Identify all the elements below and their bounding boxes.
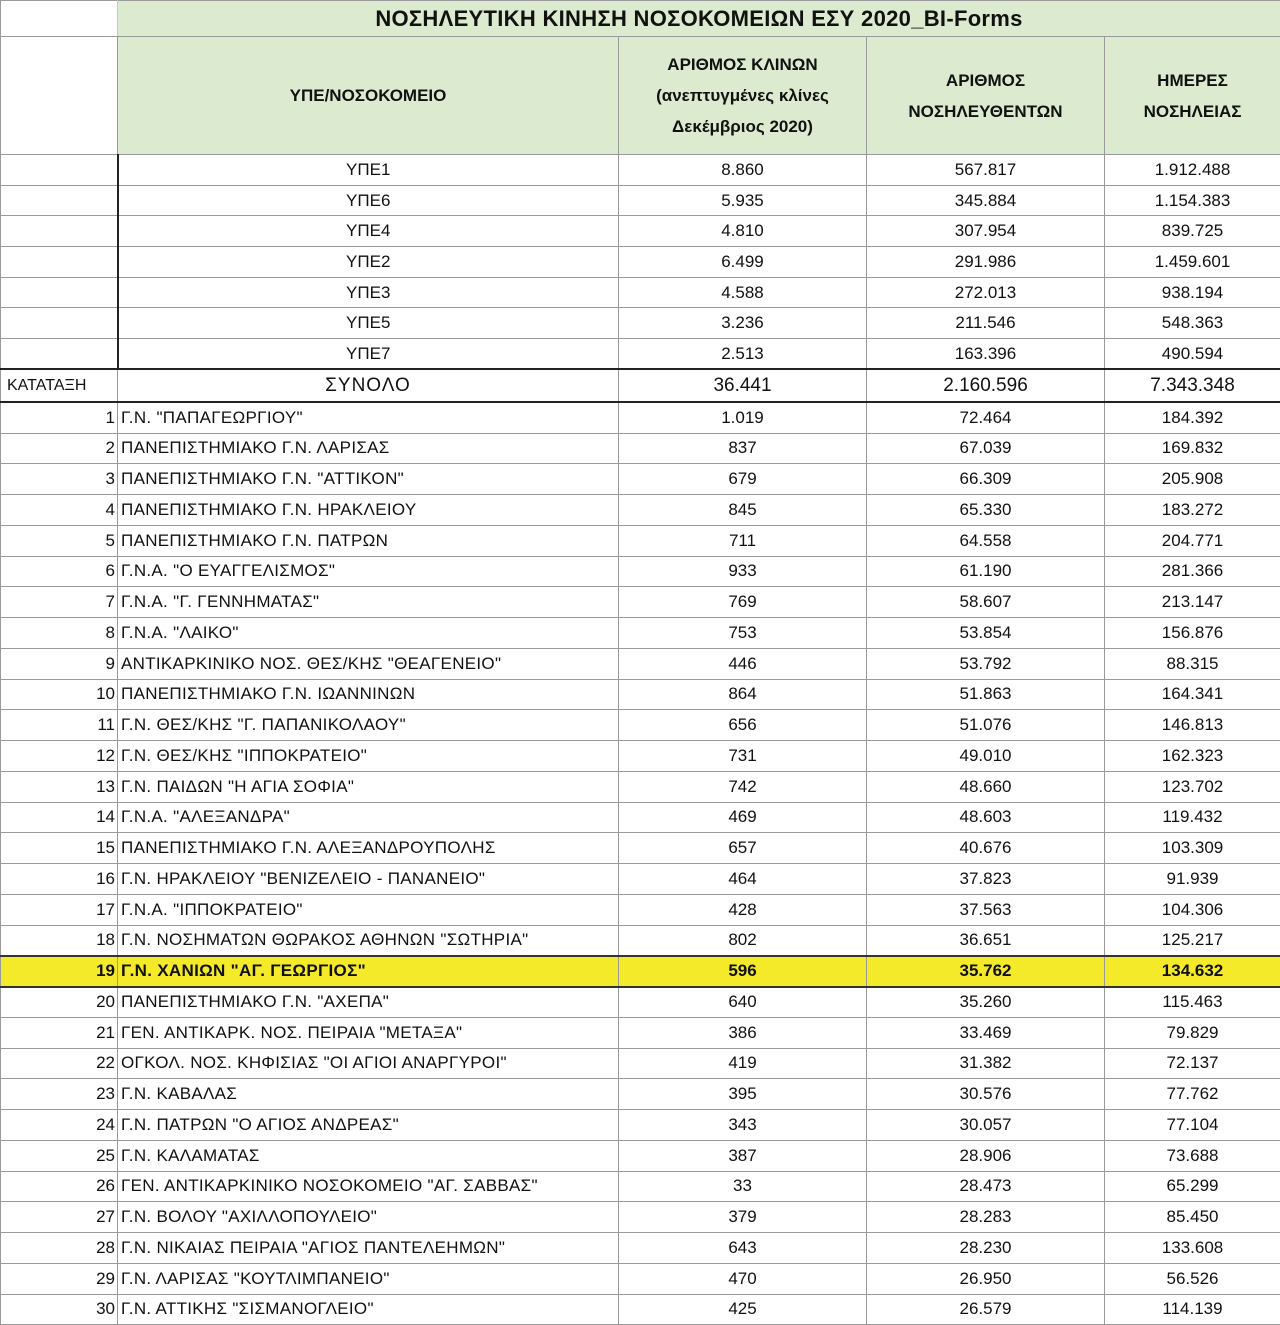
beds-cell: 753 bbox=[619, 618, 867, 649]
header-beds bbox=[619, 37, 867, 155]
rank-header-cell: ΚΑΤΑΤΑΞΗ bbox=[1, 369, 118, 402]
beds-cell: 446 bbox=[619, 648, 867, 679]
rank-cell: 14 bbox=[1, 802, 118, 833]
table-row bbox=[1, 618, 1280, 649]
rank-cell: 22 bbox=[1, 1048, 118, 1079]
rank-cell: 7 bbox=[1, 587, 118, 618]
beds-cell: 656 bbox=[619, 710, 867, 741]
beds-cell: 6.499 bbox=[619, 247, 867, 278]
rank-cell: 16 bbox=[1, 864, 118, 895]
hospital-name-cell: Γ.Ν. ΘΕΣ/ΚΗΣ "Γ. ΠΑΠΑΝΙΚΟΛΑΟΥ" bbox=[118, 710, 619, 741]
beds-cell: 596 bbox=[619, 956, 867, 987]
rank-cell: 17 bbox=[1, 894, 118, 925]
days-cell: 839.725 bbox=[1105, 216, 1280, 247]
ype-name-cell: ΥΠΕ2 bbox=[118, 247, 619, 278]
table-row bbox=[1, 833, 1280, 864]
header-patients bbox=[867, 37, 1105, 155]
header-patients-line1: ΑΡΙΘΜΟΣ bbox=[946, 71, 1025, 90]
table-row bbox=[1, 464, 1280, 495]
hospital-name-cell: ΠΑΝΕΠΙΣΤΗΜΙΑΚΟ Γ.Ν. ΛΑΡΙΣΑΣ bbox=[118, 433, 619, 464]
rank-cell: 8 bbox=[1, 618, 118, 649]
patients-cell: 36.651 bbox=[867, 925, 1105, 956]
days-cell: 133.608 bbox=[1105, 1233, 1280, 1264]
rank-cell: 9 bbox=[1, 648, 118, 679]
beds-cell: 33 bbox=[619, 1171, 867, 1202]
hospital-name-cell: ΓΕΝ. ΑΝΤΙΚΑΡΚ. ΝΟΣ. ΠΕΙΡΑΙΑ "ΜΕΤΑΞΑ" bbox=[118, 1017, 619, 1048]
table-row bbox=[1, 864, 1280, 895]
days-cell: 85.450 bbox=[1105, 1202, 1280, 1233]
empty-cell bbox=[1, 37, 118, 155]
table-row bbox=[1, 987, 1280, 1018]
days-cell: 104.306 bbox=[1105, 894, 1280, 925]
beds-cell: 657 bbox=[619, 833, 867, 864]
patients-cell: 65.330 bbox=[867, 495, 1105, 526]
patients-cell: 58.607 bbox=[867, 587, 1105, 618]
empty-cell bbox=[1, 216, 118, 247]
table-row bbox=[1, 1140, 1280, 1171]
rank-cell: 3 bbox=[1, 464, 118, 495]
patients-cell: 567.817 bbox=[867, 155, 1105, 186]
beds-cell: 1.019 bbox=[619, 402, 867, 433]
beds-cell: 395 bbox=[619, 1079, 867, 1110]
hospital-name-cell: Γ.Ν. ΧΑΝΙΩΝ "ΑΓ. ΓΕΩΡΓΙΟΣ" bbox=[118, 956, 619, 987]
days-cell: 1.154.383 bbox=[1105, 185, 1280, 216]
beds-cell: 769 bbox=[619, 587, 867, 618]
table-row bbox=[1, 1048, 1280, 1079]
total-label-cell: ΣΥΝΟΛΟ bbox=[118, 369, 619, 402]
patients-cell: 30.057 bbox=[867, 1110, 1105, 1141]
rank-cell: 24 bbox=[1, 1110, 118, 1141]
beds-cell: 731 bbox=[619, 741, 867, 772]
header-days-line1: ΗΜΕΡΕΣ bbox=[1157, 71, 1228, 90]
rank-cell: 23 bbox=[1, 1079, 118, 1110]
patients-cell: 291.986 bbox=[867, 247, 1105, 278]
header-days-line2: ΝΟΣΗΛΕΙΑΣ bbox=[1144, 102, 1242, 121]
ype-row bbox=[1, 308, 1280, 339]
empty-cell bbox=[1, 308, 118, 339]
days-cell: 119.432 bbox=[1105, 802, 1280, 833]
patients-cell: 35.260 bbox=[867, 987, 1105, 1018]
beds-cell: 425 bbox=[619, 1294, 867, 1325]
table-row bbox=[1, 894, 1280, 925]
ype-name-cell: ΥΠΕ7 bbox=[118, 339, 619, 370]
rank-cell: 12 bbox=[1, 741, 118, 772]
beds-cell: 419 bbox=[619, 1048, 867, 1079]
hospital-name-cell: ΠΑΝΕΠΙΣΤΗΜΙΑΚΟ Γ.Ν. ΙΩΑΝΝΙΝΩΝ bbox=[118, 679, 619, 710]
days-cell: 204.771 bbox=[1105, 525, 1280, 556]
table-row bbox=[1, 1017, 1280, 1048]
hospital-name-cell: Γ.Ν.Α. "ΛΑΙΚΟ" bbox=[118, 618, 619, 649]
days-cell: 114.139 bbox=[1105, 1294, 1280, 1325]
days-cell: 134.632 bbox=[1105, 956, 1280, 987]
hospital-name-cell: ΠΑΝΕΠΙΣΤΗΜΙΑΚΟ Γ.Ν. ΑΛΕΞΑΝΔΡΟΥΠΟΛΗΣ bbox=[118, 833, 619, 864]
beds-cell: 470 bbox=[619, 1263, 867, 1294]
patients-cell: 28.906 bbox=[867, 1140, 1105, 1171]
header-name bbox=[118, 37, 619, 155]
beds-cell: 387 bbox=[619, 1140, 867, 1171]
ype-row bbox=[1, 247, 1280, 278]
patients-cell: 67.039 bbox=[867, 433, 1105, 464]
title-row bbox=[1, 1, 1280, 37]
patients-cell: 53.854 bbox=[867, 618, 1105, 649]
patients-cell: 48.660 bbox=[867, 771, 1105, 802]
rank-cell: 30 bbox=[1, 1294, 118, 1325]
patients-cell: 72.464 bbox=[867, 402, 1105, 433]
days-cell: 115.463 bbox=[1105, 987, 1280, 1018]
hospital-name-cell: Γ.Ν. ΚΑΛΑΜΑΤΑΣ bbox=[118, 1140, 619, 1171]
patients-cell: 26.579 bbox=[867, 1294, 1105, 1325]
patients-cell: 64.558 bbox=[867, 525, 1105, 556]
days-cell: 169.832 bbox=[1105, 433, 1280, 464]
patients-cell: 28.283 bbox=[867, 1202, 1105, 1233]
table-row bbox=[1, 587, 1280, 618]
hospital-name-cell: Γ.Ν. ΒΟΛΟΥ "ΑΧΙΛΛΟΠΟΥΛΕΙΟ" bbox=[118, 1202, 619, 1233]
ype-name-cell: ΥΠΕ5 bbox=[118, 308, 619, 339]
patients-cell: 33.469 bbox=[867, 1017, 1105, 1048]
total-days-cell: 7.343.348 bbox=[1105, 369, 1280, 402]
table-row bbox=[1, 741, 1280, 772]
beds-cell: 640 bbox=[619, 987, 867, 1018]
days-cell: 79.829 bbox=[1105, 1017, 1280, 1048]
days-cell: 183.272 bbox=[1105, 495, 1280, 526]
hospital-name-cell: ΠΑΝΕΠΙΣΤΗΜΙΑΚΟ Γ.Ν. "ΑΤΤΙΚΟΝ" bbox=[118, 464, 619, 495]
rank-cell: 26 bbox=[1, 1171, 118, 1202]
hospital-name-cell: Γ.Ν.Α. "Ο ΕΥΑΓΓΕΛΙΣΜΟΣ" bbox=[118, 556, 619, 587]
rank-cell: 18 bbox=[1, 925, 118, 956]
hospital-name-cell: Γ.Ν.Α. "ΙΠΠΟΚΡΑΤΕΙΟ" bbox=[118, 894, 619, 925]
beds-cell: 343 bbox=[619, 1110, 867, 1141]
beds-cell: 679 bbox=[619, 464, 867, 495]
patients-cell: 307.954 bbox=[867, 216, 1105, 247]
patients-cell: 51.863 bbox=[867, 679, 1105, 710]
rank-cell: 29 bbox=[1, 1263, 118, 1294]
patients-cell: 49.010 bbox=[867, 741, 1105, 772]
patients-cell: 40.676 bbox=[867, 833, 1105, 864]
rank-cell: 28 bbox=[1, 1233, 118, 1264]
empty-cell bbox=[1, 1, 118, 37]
beds-cell: 933 bbox=[619, 556, 867, 587]
days-cell: 123.702 bbox=[1105, 771, 1280, 802]
beds-cell: 464 bbox=[619, 864, 867, 895]
hospital-name-cell: Γ.Ν.Α. "Γ. ΓΕΝΝΗΜΑΤΑΣ" bbox=[118, 587, 619, 618]
patients-cell: 53.792 bbox=[867, 648, 1105, 679]
hospital-name-cell: ΟΓΚΟΛ. ΝΟΣ. ΚΗΦΙΣΙΑΣ "ΟΙ ΑΓΙΟΙ ΑΝΑΡΓΥΡΟΙ" bbox=[118, 1048, 619, 1079]
beds-cell: 2.513 bbox=[619, 339, 867, 370]
table-row bbox=[1, 495, 1280, 526]
patients-cell: 61.190 bbox=[867, 556, 1105, 587]
table-row bbox=[1, 925, 1280, 956]
empty-cell bbox=[1, 277, 118, 308]
rank-cell: 25 bbox=[1, 1140, 118, 1171]
days-cell: 164.341 bbox=[1105, 679, 1280, 710]
table-row bbox=[1, 648, 1280, 679]
table-row bbox=[1, 433, 1280, 464]
beds-cell: 837 bbox=[619, 433, 867, 464]
patients-cell: 28.230 bbox=[867, 1233, 1105, 1264]
table-row bbox=[1, 525, 1280, 556]
empty-cell bbox=[1, 185, 118, 216]
patients-cell: 30.576 bbox=[867, 1079, 1105, 1110]
rank-cell: 10 bbox=[1, 679, 118, 710]
patients-cell: 51.076 bbox=[867, 710, 1105, 741]
rank-cell: 4 bbox=[1, 495, 118, 526]
hospital-name-cell: Γ.Ν. ΑΤΤΙΚΗΣ "ΣΙΣΜΑΝΟΓΛΕΙΟ" bbox=[118, 1294, 619, 1325]
beds-cell: 643 bbox=[619, 1233, 867, 1264]
days-cell: 146.813 bbox=[1105, 710, 1280, 741]
days-cell: 281.366 bbox=[1105, 556, 1280, 587]
patients-cell: 37.563 bbox=[867, 894, 1105, 925]
rank-cell: 19 bbox=[1, 956, 118, 987]
table-row bbox=[1, 1233, 1280, 1264]
hospital-name-cell: Γ.Ν. "ΠΑΠΑΓΕΩΡΓΙΟΥ" bbox=[118, 402, 619, 433]
days-cell: 548.363 bbox=[1105, 308, 1280, 339]
header-beds-line1: ΑΡΙΘΜΟΣ ΚΛΙΝΩΝ bbox=[667, 55, 817, 74]
total-patients-cell: 2.160.596 bbox=[867, 369, 1105, 402]
hospital-name-cell: Γ.Ν. ΠΑΤΡΩΝ "Ο ΑΓΙΟΣ ΑΝΔΡΕΑΣ" bbox=[118, 1110, 619, 1141]
table-row bbox=[1, 1263, 1280, 1294]
days-cell: 56.526 bbox=[1105, 1263, 1280, 1294]
patients-cell: 345.884 bbox=[867, 185, 1105, 216]
beds-cell: 4.810 bbox=[619, 216, 867, 247]
hospital-name-cell: Γ.Ν. ΚΑΒΑΛΑΣ bbox=[118, 1079, 619, 1110]
total-beds-cell: 36.441 bbox=[619, 369, 867, 402]
header-days bbox=[1105, 37, 1280, 155]
sheet-title: ΝΟΣΗΛΕΥΤΙΚΗ ΚΙΝΗΣΗ ΝΟΣΟΚΟΜΕΙΩΝ ΕΣΥ 2020_BI-Forms bbox=[118, 1, 1280, 37]
beds-cell: 469 bbox=[619, 802, 867, 833]
table-row bbox=[1, 802, 1280, 833]
days-cell: 1.459.601 bbox=[1105, 247, 1280, 278]
beds-cell: 802 bbox=[619, 925, 867, 956]
hospital-name-cell: ΠΑΝΕΠΙΣΤΗΜΙΑΚΟ Γ.Ν. ΠΑΤΡΩΝ bbox=[118, 525, 619, 556]
table-row bbox=[1, 1171, 1280, 1202]
days-cell: 162.323 bbox=[1105, 741, 1280, 772]
days-cell: 88.315 bbox=[1105, 648, 1280, 679]
ype-row bbox=[1, 277, 1280, 308]
rank-cell: 21 bbox=[1, 1017, 118, 1048]
hospital-name-cell: Γ.Ν. ΘΕΣ/ΚΗΣ "ΙΠΠΟΚΡΑΤΕΙΟ" bbox=[118, 741, 619, 772]
empty-cell bbox=[1, 247, 118, 278]
beds-cell: 864 bbox=[619, 679, 867, 710]
days-cell: 77.762 bbox=[1105, 1079, 1280, 1110]
beds-cell: 4.588 bbox=[619, 277, 867, 308]
rank-cell: 11 bbox=[1, 710, 118, 741]
table-row bbox=[1, 402, 1280, 433]
header-beds-line3: Δεκέμβριος 2020) bbox=[672, 117, 813, 136]
empty-cell bbox=[1, 339, 118, 370]
patients-cell: 31.382 bbox=[867, 1048, 1105, 1079]
patients-cell: 211.546 bbox=[867, 308, 1105, 339]
table-row-highlighted bbox=[1, 956, 1280, 987]
rank-cell: 6 bbox=[1, 556, 118, 587]
table-row bbox=[1, 556, 1280, 587]
hospital-name-cell: Γ.Ν.Α. "ΑΛΕΞΑΝΔΡΑ" bbox=[118, 802, 619, 833]
days-cell: 213.147 bbox=[1105, 587, 1280, 618]
patients-cell: 28.473 bbox=[867, 1171, 1105, 1202]
beds-cell: 742 bbox=[619, 771, 867, 802]
hospital-name-cell: Γ.Ν. ΗΡΑΚΛΕΙΟΥ "ΒΕΝΙΖΕΛΕΙΟ - ΠΑΝΑΝΕΙΟ" bbox=[118, 864, 619, 895]
ype-name-cell: ΥΠΕ6 bbox=[118, 185, 619, 216]
days-cell: 103.309 bbox=[1105, 833, 1280, 864]
days-cell: 1.912.488 bbox=[1105, 155, 1280, 186]
table-row bbox=[1, 1202, 1280, 1233]
hospital-name-cell: ΠΑΝΕΠΙΣΤΗΜΙΑΚΟ Γ.Ν. ΗΡΑΚΛΕΙΟΥ bbox=[118, 495, 619, 526]
ype-name-cell: ΥΠΕ3 bbox=[118, 277, 619, 308]
days-cell: 490.594 bbox=[1105, 339, 1280, 370]
rank-cell: 15 bbox=[1, 833, 118, 864]
header-beds-line2: (ανεπτυγμένες κλίνες bbox=[656, 86, 829, 105]
table-row bbox=[1, 710, 1280, 741]
patients-cell: 272.013 bbox=[867, 277, 1105, 308]
hospital-name-cell: ΑΝΤΙΚΑΡΚΙΝΙΚΟ ΝΟΣ. ΘΕΣ/ΚΗΣ "ΘΕΑΓΕΝΕΙΟ" bbox=[118, 648, 619, 679]
ype-row bbox=[1, 155, 1280, 186]
days-cell: 184.392 bbox=[1105, 402, 1280, 433]
hospital-name-cell: ΠΑΝΕΠΙΣΤΗΜΙΑΚΟ Γ.Ν. "ΑΧΕΠΑ" bbox=[118, 987, 619, 1018]
header-name-label: ΥΠΕ/ΝΟΣΟΚΟΜΕΙΟ bbox=[290, 86, 447, 105]
table-row bbox=[1, 771, 1280, 802]
patients-cell: 163.396 bbox=[867, 339, 1105, 370]
days-cell: 156.876 bbox=[1105, 618, 1280, 649]
table-row bbox=[1, 679, 1280, 710]
ype-name-cell: ΥΠΕ1 bbox=[118, 155, 619, 186]
hospital-name-cell: Γ.Ν. ΠΑΙΔΩΝ "Η ΑΓΙΑ ΣΟΦΙΑ" bbox=[118, 771, 619, 802]
table-row bbox=[1, 1110, 1280, 1141]
patients-cell: 26.950 bbox=[867, 1263, 1105, 1294]
rank-cell: 5 bbox=[1, 525, 118, 556]
rank-cell: 2 bbox=[1, 433, 118, 464]
beds-cell: 428 bbox=[619, 894, 867, 925]
empty-cell bbox=[1, 155, 118, 186]
beds-cell: 5.935 bbox=[619, 185, 867, 216]
table-row bbox=[1, 1079, 1280, 1110]
days-cell: 72.137 bbox=[1105, 1048, 1280, 1079]
beds-cell: 711 bbox=[619, 525, 867, 556]
rank-cell: 20 bbox=[1, 987, 118, 1018]
patients-cell: 37.823 bbox=[867, 864, 1105, 895]
beds-cell: 845 bbox=[619, 495, 867, 526]
beds-cell: 3.236 bbox=[619, 308, 867, 339]
days-cell: 125.217 bbox=[1105, 925, 1280, 956]
patients-cell: 48.603 bbox=[867, 802, 1105, 833]
days-cell: 938.194 bbox=[1105, 277, 1280, 308]
ype-row bbox=[1, 216, 1280, 247]
patients-cell: 35.762 bbox=[867, 956, 1105, 987]
rank-cell: 27 bbox=[1, 1202, 118, 1233]
ype-name-cell: ΥΠΕ4 bbox=[118, 216, 619, 247]
patients-cell: 66.309 bbox=[867, 464, 1105, 495]
days-cell: 91.939 bbox=[1105, 864, 1280, 895]
beds-cell: 379 bbox=[619, 1202, 867, 1233]
beds-cell: 386 bbox=[619, 1017, 867, 1048]
header-patients-line2: ΝΟΣΗΛΕΥΘΕΝΤΩΝ bbox=[908, 102, 1062, 121]
hospital-name-cell: Γ.Ν. ΛΑΡΙΣΑΣ "ΚΟΥΤΛΙΜΠΑΝΕΙΟ" bbox=[118, 1263, 619, 1294]
header-row bbox=[1, 37, 1280, 155]
days-cell: 205.908 bbox=[1105, 464, 1280, 495]
hospital-name-cell: Γ.Ν. ΝΟΣΗΜΑΤΩΝ ΘΩΡΑΚΟΣ ΑΘΗΝΩΝ "ΣΩΤΗΡΙΑ" bbox=[118, 925, 619, 956]
hospital-name-cell: Γ.Ν. ΝΙΚΑΙΑΣ ΠΕΙΡΑΙΑ "ΑΓΙΟΣ ΠΑΝΤΕΛΕΗΜΩΝ" bbox=[118, 1233, 619, 1264]
beds-cell: 8.860 bbox=[619, 155, 867, 186]
days-cell: 77.104 bbox=[1105, 1110, 1280, 1141]
ype-row bbox=[1, 339, 1280, 370]
ype-row bbox=[1, 185, 1280, 216]
hospital-name-cell: ΓΕΝ. ΑΝΤΙΚΑΡΚΙΝΙΚΟ ΝΟΣΟΚΟΜΕΙΟ "ΑΓ. ΣΑΒΒΑΣ" bbox=[118, 1171, 619, 1202]
rank-cell: 13 bbox=[1, 771, 118, 802]
total-row bbox=[1, 369, 1280, 402]
table-row bbox=[1, 1294, 1280, 1325]
days-cell: 65.299 bbox=[1105, 1171, 1280, 1202]
rank-cell: 1 bbox=[1, 402, 118, 433]
days-cell: 73.688 bbox=[1105, 1140, 1280, 1171]
